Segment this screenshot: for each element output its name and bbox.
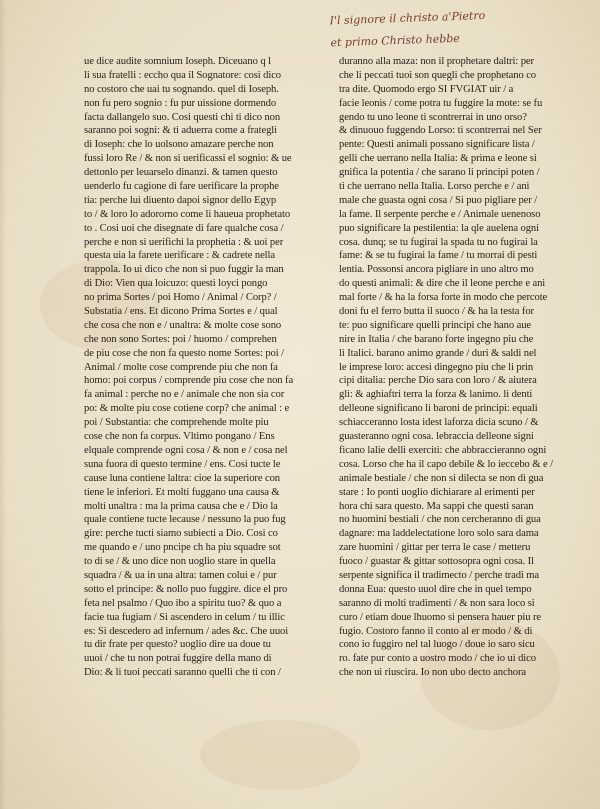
text-line-left: to / & loro lo adororno come li haueua prophetato (84, 208, 291, 220)
text-line-left: to . Cosi uoi che disegnate di fare qualche cosa / (84, 222, 284, 234)
text-column-left (84, 55, 328, 680)
text-line-right: & dinuouo fuggendo Lorso: ti scontrerrai nel Ser (339, 125, 542, 137)
text-line-right: schiacceranno losta idest laforza dicia scuno / & (339, 417, 539, 429)
text-line-right: puo significare la pestilentia: la qle auelena ogni (339, 222, 539, 234)
text-line-right: cipi ditalia: perche Dio sara con loro / & aiutera (339, 375, 537, 387)
text-line-right: ficano lalie delli exerciti: che abbraccieranno ogni (339, 444, 547, 456)
text-line-right: cosa. dunq; se tu fugirai la spada tu no fugirai la (339, 236, 538, 248)
text-line-right: ro. fate pur conto a uostro modo / che io ui dico (339, 653, 536, 665)
text-line-left: po: & molte piu cose cotiene corp? che animal : e (84, 403, 290, 415)
text-line-left: fa animal : perche no e / animale che non sia cor (84, 389, 285, 401)
text-line-right: no huomini bestiali / che non cercheranno di gua (339, 514, 541, 526)
text-line-left: tu dir frate per questo? uoglio dire ua doue tu (84, 639, 271, 651)
paper-stain (200, 720, 360, 790)
text-line-right: facie leonis / come potra tu fuggire la mote: se fu (339, 97, 543, 109)
text-line-right: cono io fuggiro nel tal luogo / doue io saro sicu (339, 639, 535, 651)
text-line-left: ue dice audite somnium Ioseph. Diceuano q l (84, 56, 271, 67)
text-line-left: trappola. Io ui dico che non si puo fuggir la man (84, 264, 284, 276)
text-line-right: doni fu el ferro butta il suoco / & ha la testa for (339, 306, 534, 318)
text-line-left: di Dio: Vien qua loicuzo: questi loyci pongo (84, 278, 268, 290)
text-line-right: che non ui riuscira. Io non ubo decto anchora (339, 667, 527, 679)
text-line-right: gendo tu uno leone ti scontrerrai in uno orso? (339, 111, 527, 123)
text-line-left: questa uia la farete uerificare : & cadrete nella (84, 250, 275, 262)
annotation-line: et primo Christo hebbe (330, 31, 461, 50)
text-line-right: delleone significano li baroni de principi: equali (339, 403, 538, 415)
text-line-right: guasteranno ogni cosa. lebraccia delleone signi (339, 431, 534, 443)
text-line-right: te: puo significare quelli principi che hano aue (339, 319, 531, 331)
text-line-right: zare huomini / gittar per terra le case / metteru (339, 542, 531, 554)
text-line-right: mal forte / & ha la forsa forte in modo che percote (339, 292, 548, 304)
text-line-left: li sua fratelli : eccho qua il Sognatore: cosi dico (84, 69, 282, 81)
text-line-right: gelli che uerrano nella Italia: & prima e leone si (339, 153, 537, 165)
text-line-right: fuoco / guastar & gittar sottosopra ogni cosa. Il (339, 556, 534, 568)
text-column-right (339, 55, 583, 680)
text-line-left: cose che non fa corpus. Vltimo pongano / Ens (84, 431, 275, 443)
text-line-right: che li peccati tuoi son quegli che prophetano co (339, 69, 536, 81)
text-line-left: uenderlo fu cagione di fare uerificare la prophe (84, 181, 279, 193)
text-line-left: no prima Sortes / poi Homo / Animal / Corp? / (84, 292, 277, 304)
text-line-left: molti unaltra : ma la prima causa che e / Dio la (84, 500, 278, 512)
text-line-left: perche e non si uerifichi la prophetia : & uoi per (84, 236, 284, 248)
text-line-right: duranno alla maza: non il prophetare daltri: per (339, 56, 534, 67)
text-line-left: saranno poi sogni: & ti aduerra come a frategli (84, 125, 277, 137)
text-line-left: elquale comprende ogni cosa / & non e / cosa nel (84, 444, 288, 456)
text-line-left: poi / Substantia: che comprehende molte piu (84, 417, 269, 429)
text-line-right: serpente significa il tradimecto / perche tradi ma (339, 569, 540, 581)
text-line-right: lentia. Possonsi ancora pigliare in uno altro mo (339, 264, 534, 276)
text-line-right: gli: & aghiaftri terra la forza & lanimo. li denti (339, 389, 533, 401)
text-line-left: che cosa che non e / unaltra: & molte cose sono (84, 319, 282, 331)
text-line-right: curo / etiam doue lhuomo si pensera hauer piu re (339, 611, 542, 623)
text-line-left: to di se / & uno dice non uoglio stare in quella (84, 556, 276, 568)
text-line-left: cause luna contiene laltra: cioe la superiore con (84, 472, 280, 484)
text-line-right: le imprese loro: accesi dingegno piu che li prin (339, 361, 534, 373)
text-line-left: di Ioseph: che lo uolsono amazare perche non (84, 139, 274, 151)
text-line-left: non fu pero sognio : fu pur uissione dormendo (84, 97, 277, 109)
text-line-left: me quando e / uno pncipe ch ha piu squadre sot (84, 542, 281, 554)
text-line-left: tiene le inferiori. Et molti fuggano una causa & (84, 486, 280, 498)
text-line-right: stare : Io ponti uoglio dichiarare al erimenti per (339, 486, 535, 498)
text-line-left: sotto el principe: & nollo puo fuggire. dice el pro (84, 583, 288, 595)
text-line-right: saranno di molti tradimenti / & non sara loco si (339, 597, 535, 609)
text-line-right: cosa. Lorso che ha il capo debile & lo ieccebo & e / (339, 458, 553, 470)
text-line-left: Dio: & li tuoi peccati saranno quelli che ti con / (84, 667, 281, 679)
text-line-left: homo: poi corpus / comprende piu cose che non fa (84, 375, 294, 387)
text-line-left: quale contiene tucte lecause / nessuno la puo fug (84, 514, 286, 526)
text-line-right: do questi animali: & dire che il leone perche e ani (339, 278, 546, 290)
page-edge (0, 0, 6, 809)
text-line-right: fugio. Costoro fanno il conto al er modo / & di (339, 625, 533, 637)
text-line-right: gnifica la potentia / che sarano li principi poten / (339, 167, 540, 179)
text-line-left: facie tua fugiam / Si ascendero in celum / tu illic (84, 611, 285, 623)
text-line-left: es: Si descedero ad infernum / ades &c. Che uuoi (84, 625, 289, 637)
text-line-left: Animal / molte cose comprende piu che non fa (84, 361, 278, 373)
text-line-left: suna fuora di questo termine / ens. Cosi tucte le (84, 458, 281, 470)
text-line-right: ti che uerrano nella Italia. Lorso perche e / ani (339, 181, 530, 193)
text-line-right: fame: & se tu fugirai la fame / tu morrai di pesti (339, 250, 538, 262)
text-line-left: facta dallangelo suo. Cosi questi chi ti dico non (84, 111, 281, 123)
text-line-right: dagnare: ma laddelectatione loro solo sara dama (339, 528, 539, 540)
text-line-left: gire: perche tucti siamo subiecti a Dio. Cosi co (84, 528, 278, 540)
text-line-left: Substatia / ens. Et dicono Prima Sortes e / qual (84, 306, 278, 318)
text-line-left: feta nel psalmo / Quo ibo a spiritu tuo? & quo a (84, 597, 282, 609)
text-line-left: fussi loro Re / & non si uerificassi el sognio: & ue (84, 153, 292, 165)
text-line-left: dettonlo per leuarselo dinanzi. & tamen questo (84, 167, 278, 179)
text-line-right: nire in Italia / che barano forte ingegno piu che (339, 333, 534, 345)
text-line-right: male che guasta ogni cosa / Si puo pigliare per / (339, 194, 538, 206)
text-line-right: li Italici. barano animo grande / duri & saldi nel (339, 347, 537, 359)
text-line-right: donna Eua: questo uuol dire che in quel tempo (339, 583, 532, 595)
text-line-right: animale bestiale / che non si dilecta se non di gua (339, 472, 544, 484)
handwritten-annotation (329, 2, 580, 55)
text-line-right: la fame. Il serpente perche e / Animale uenenoso (339, 208, 541, 220)
annotation-line: I'l signore il christo a'Pietro (329, 8, 486, 28)
text-line-right: tra dite. Quomodo ergo SI FVGIAT uir / a (339, 83, 514, 95)
text-line-left: che non sono Sortes: poi / huomo / comprehen (84, 333, 277, 345)
text-line-left: squadra / & ua in una altra: tamen colui e / pur (84, 569, 277, 581)
text-line-left: uuoi / che tu non potrai fuggire della mano di (84, 653, 272, 665)
text-line-left: de piu cose che non fa questo nome Sortes: poi / (84, 347, 284, 359)
text-line-left: no costoro che uai tu sognando. quel di Ioseph. (84, 83, 279, 95)
text-line-right: pente: Questi animali possano significare lista / (339, 139, 535, 151)
text-line-left: tia: perche lui diuento dapoi signor dello Egyp (84, 194, 277, 206)
text-line-right: hora chi sara questo. Ma sappi che questi saran (339, 500, 534, 512)
